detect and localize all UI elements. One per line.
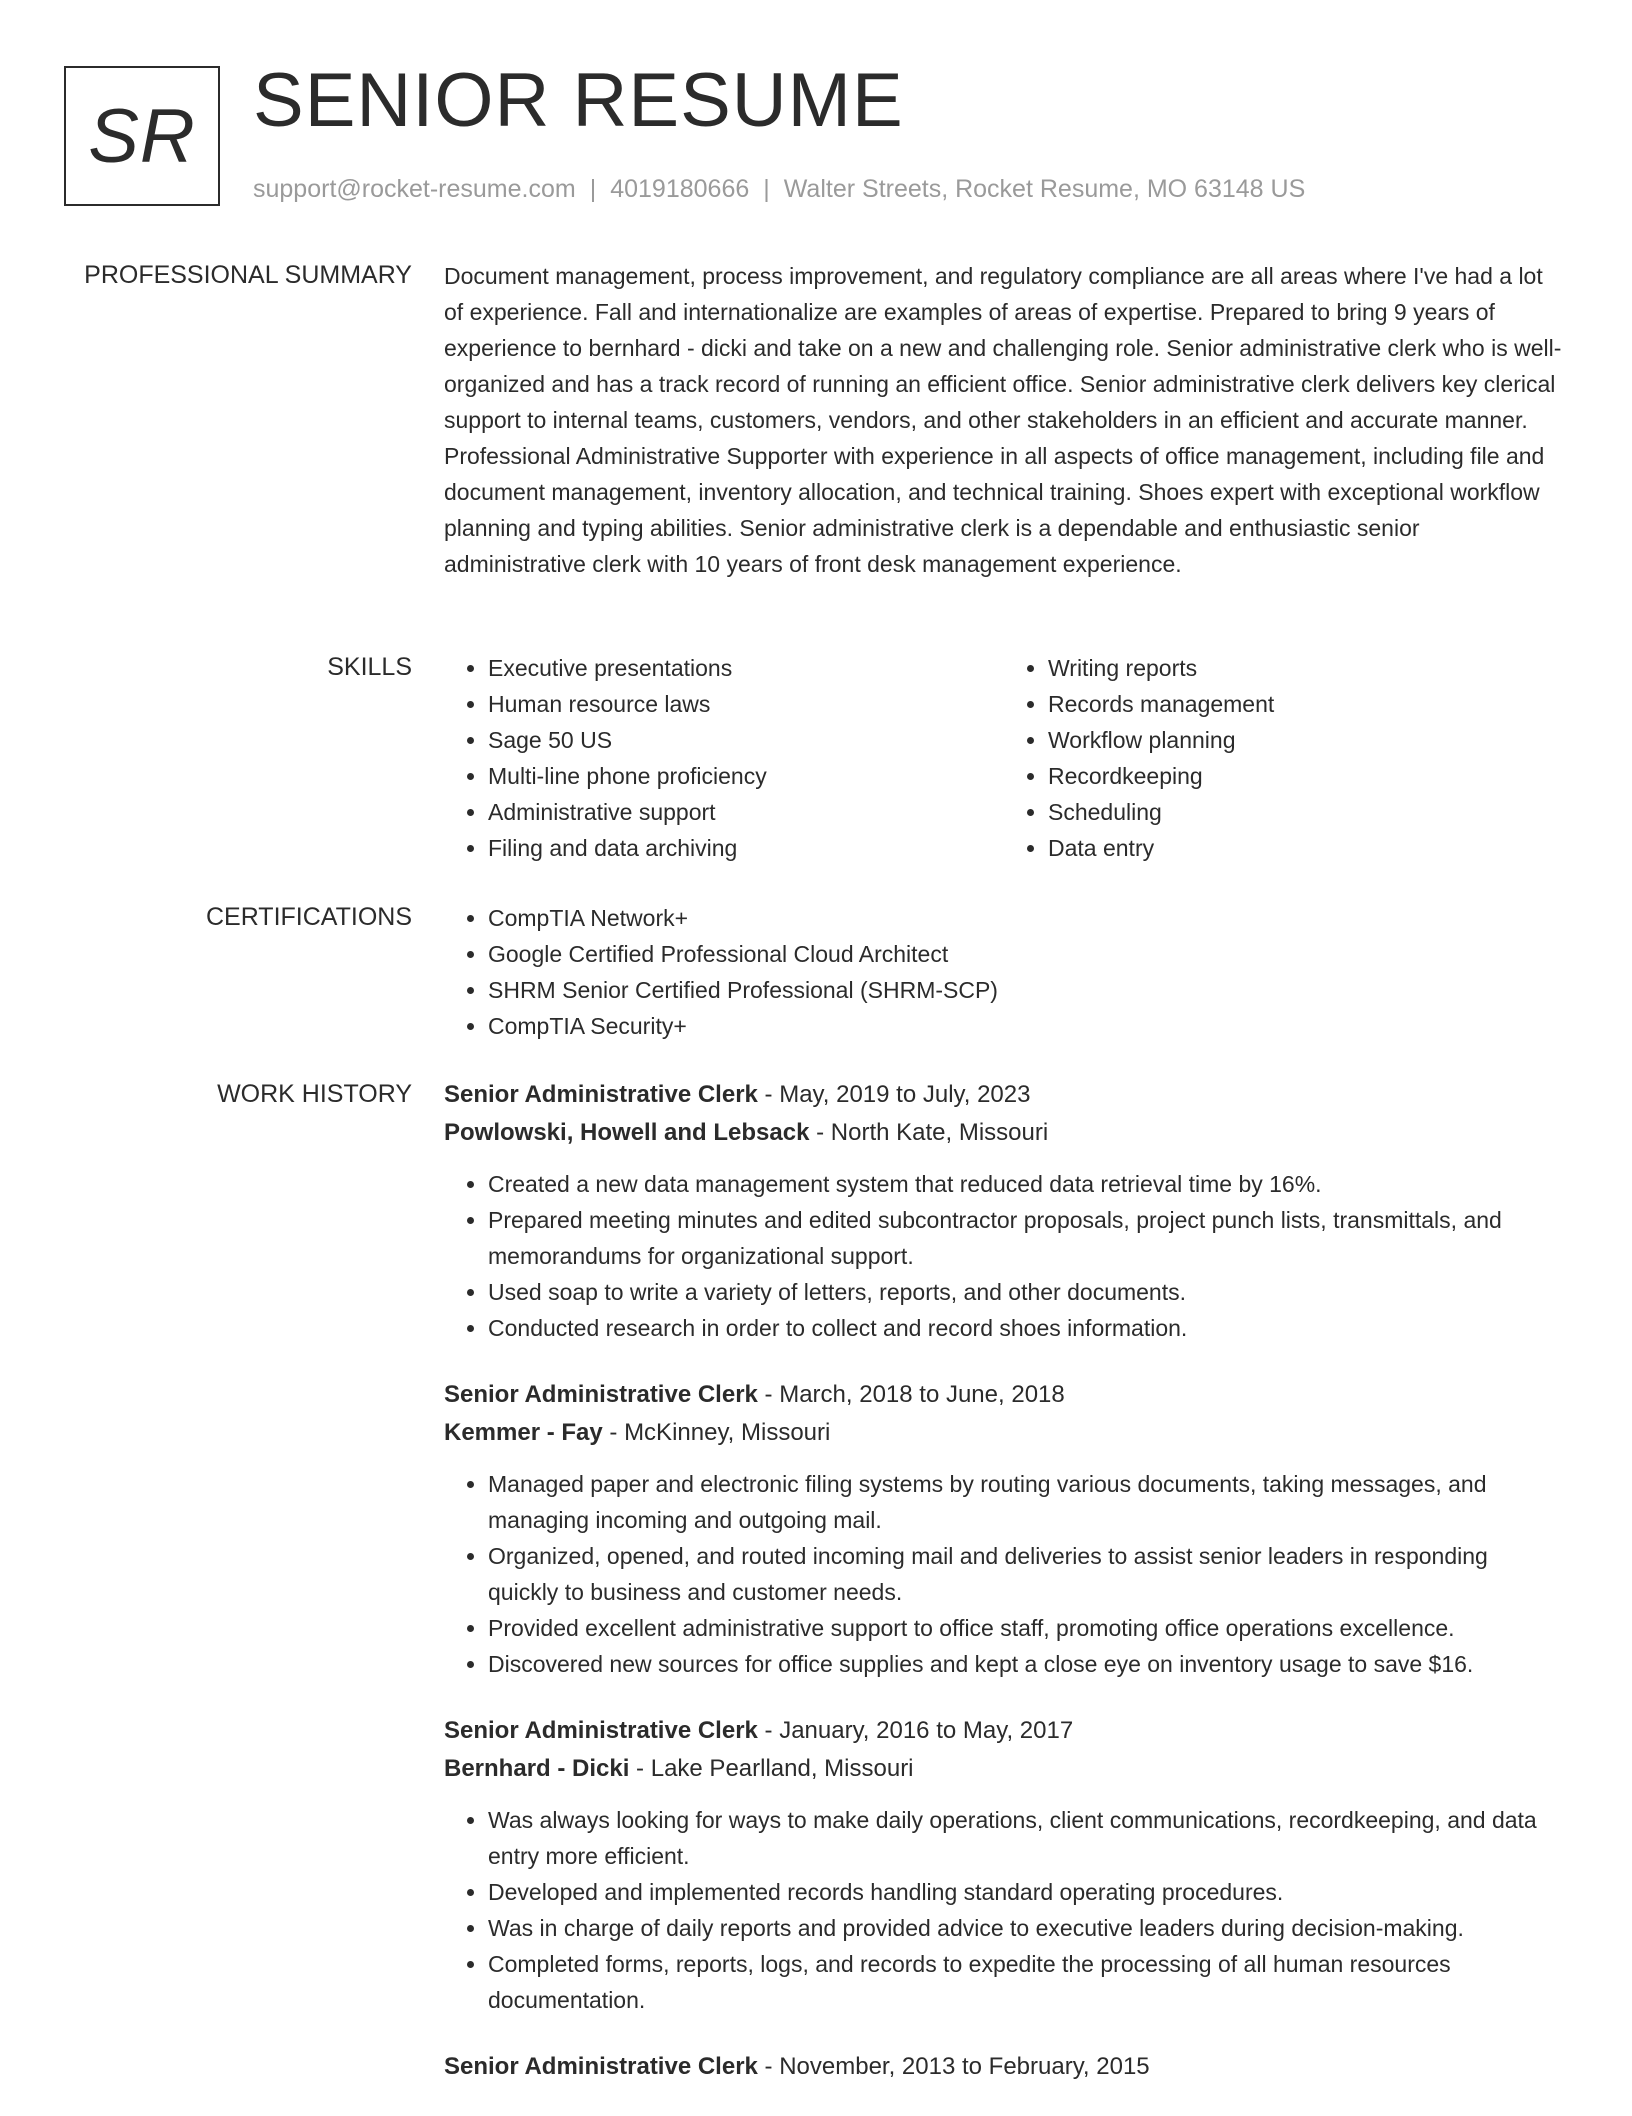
job-company-line (444, 1750, 1564, 1788)
job-entry (444, 1076, 1564, 1346)
contact-address: Walter Streets, Rocket Resume, MO 63148 US (783, 175, 1306, 203)
section-label-summary: PROFESSIONAL SUMMARY (84, 261, 412, 289)
monogram-box (64, 66, 220, 206)
skill-item: • Filing and data archiving (488, 830, 1004, 866)
job-bullet: • Created a new data management system that reduced data retrieval time by 16%. (488, 1166, 1564, 1202)
certification-item: • SHRM Senior Certified Professional (SHRM-SCP) (488, 972, 1564, 1008)
job-bullet: • Was always looking for ways to make daily operations, client communications, recordkeeping, and data entry more efficient. (488, 1802, 1564, 1874)
job-bullet: • Was in charge of daily reports and provided advice to executive leaders during decision-making. (488, 1910, 1564, 1946)
job-dates: - November, 2013 to February, 2015 (757, 2053, 1150, 2080)
job-title-line (444, 2048, 1564, 2086)
skills-list-right (1004, 650, 1564, 866)
summary-text: Document management, process improvement, and regulatory compliance are all areas where I've had a lot of experience. Fall and internationalize are examples of areas of expertise. Prepared to bring 9 years of experience to bernhard - dicki and take on a new and challenging role. Senior administrative clerk who is well-organized and has a track record of running an efficient office. Senior administrative clerk delivers key clerical support to internal teams, customers, vendors, and other stakeholders in an efficient and accurate manner. Professional Administrative Supporter with experience in all aspects of office management, including file and document management, inventory allocation, and technical training. Shoes expert with exceptional workflow planning and typing abilities. Senior administrative clerk is a dependable and enthusiastic senior administrative clerk with 10 years of front desk management experience. (444, 263, 1562, 577)
skill-item: • Sage 50 US (488, 722, 1004, 758)
job-entry (444, 2048, 1564, 2086)
skills-list-left (444, 650, 1004, 866)
contact-phone[interactable]: 4019180666 (610, 175, 750, 203)
job-dates: - March, 2018 to June, 2018 (757, 1381, 1065, 1408)
job-bullets (444, 1802, 1564, 2018)
job-title: Senior Administrative Clerk (444, 2053, 758, 2080)
job-bullet: • Conducted research in order to collect and record shoes information. (488, 1310, 1564, 1346)
job-bullet: • Prepared meeting minutes and edited subcontractor proposals, project punch lists, transmittals, and memorandums for organizational support. (488, 1202, 1564, 1274)
summary-section (444, 258, 1564, 582)
job-dates: - January, 2016 to May, 2017 (757, 1717, 1074, 1744)
certification-item: • CompTIA Network+ (488, 900, 1564, 936)
skill-item: • Multi-line phone proficiency (488, 758, 1004, 794)
job-entry (444, 1376, 1564, 1682)
job-bullets (444, 1466, 1564, 1682)
monogram-initials: SR (88, 93, 196, 179)
job-dates: - May, 2019 to July, 2023 (757, 1081, 1031, 1108)
skill-item: • Executive presentations (488, 650, 1004, 686)
certifications-list (444, 900, 1564, 1044)
section-label-skills: SKILLS (327, 653, 412, 681)
job-bullet: • Managed paper and electronic filing systems by routing various documents, taking messages, and managing incoming and outgoing mail. (488, 1466, 1564, 1538)
job-bullet: • Organized, opened, and routed incoming mail and deliveries to assist senior leaders in responding quickly to business and customer needs. (488, 1538, 1564, 1610)
skill-item: • Scheduling (1048, 794, 1564, 830)
job-title: Senior Administrative Clerk (444, 1717, 758, 1744)
certifications-section (444, 900, 1564, 1044)
job-title: Senior Administrative Clerk (444, 1381, 758, 1408)
job-location: - North Kate, Missouri (809, 1119, 1049, 1146)
resume-name: SENIOR RESUME (253, 58, 904, 143)
skill-item: • Recordkeeping (1048, 758, 1564, 794)
skill-item: • Writing reports (1048, 650, 1564, 686)
job-company-line (444, 1414, 1564, 1452)
section-label-certifications: CERTIFICATIONS (205, 903, 412, 931)
job-title-line (444, 1376, 1564, 1414)
job-company-line (444, 1114, 1564, 1152)
skill-item: • Workflow planning (1048, 722, 1564, 758)
job-title-line (444, 1712, 1564, 1750)
skills-section (444, 650, 1564, 866)
skills-columns (444, 650, 1564, 866)
job-bullets (444, 1166, 1564, 1346)
contact-email[interactable]: support@rocket-resume.com (253, 175, 576, 203)
skill-item: • Data entry (1048, 830, 1564, 866)
contact-line (253, 172, 1305, 206)
certification-item: • Google Certified Professional Cloud Architect (488, 936, 1564, 972)
job-company: Bernhard - Dicki (444, 1755, 630, 1782)
job-company: Powlowski, Howell and Lebsack (444, 1119, 810, 1146)
job-title-line (444, 1076, 1564, 1114)
job-bullet: • Completed forms, reports, logs, and records to expedite the processing of all human resources documentation. (488, 1946, 1564, 2018)
job-bullet: • Developed and implemented records handling standard operating procedures. (488, 1874, 1564, 1910)
contact-separator: | (589, 175, 597, 203)
job-title: Senior Administrative Clerk (444, 1081, 758, 1108)
work-history-section (444, 1076, 1564, 2116)
job-company: Kemmer - Fay (444, 1419, 603, 1446)
job-bullet: • Used soap to write a variety of letters, reports, and other documents. (488, 1274, 1564, 1310)
job-bullet: • Provided excellent administrative support to office staff, promoting office operations excellence. (488, 1610, 1564, 1646)
job-bullet: • Discovered new sources for office supplies and kept a close eye on inventory usage to save $16. (488, 1646, 1564, 1682)
contact-separator: | (763, 175, 770, 203)
certification-item: • CompTIA Security+ (488, 1008, 1564, 1044)
job-entry (444, 1712, 1564, 2018)
job-location: - McKinney, Missouri (602, 1419, 831, 1446)
section-label-work-history: WORK HISTORY (217, 1080, 412, 1108)
skill-item: • Records management (1048, 686, 1564, 722)
skill-item: • Human resource laws (488, 686, 1004, 722)
job-location: - Lake Pearlland, Missouri (629, 1755, 914, 1782)
skill-item: • Administrative support (488, 794, 1004, 830)
